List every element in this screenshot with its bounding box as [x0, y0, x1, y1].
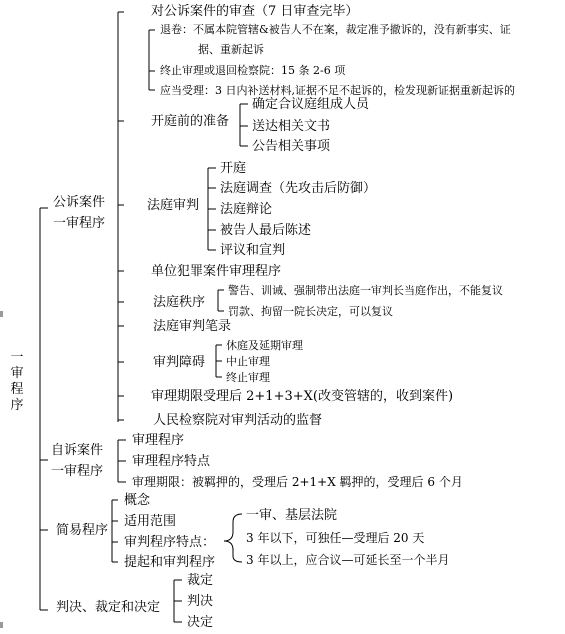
root-char: 序 — [10, 398, 24, 413]
summary-feature: 3 年以上，应合议—可延长至一个半月 — [246, 553, 450, 567]
summary-item: 适用范围 — [124, 514, 177, 529]
order-item: 罚款、拘留一院长决定，可以复议 — [228, 305, 393, 318]
summary-item-features: 审判程序特点： — [124, 535, 216, 550]
private-item: 审理程序 — [132, 433, 185, 448]
trial-item: 法庭辩论 — [220, 202, 273, 217]
private-item-period: 审理期限：被羁押的，受理后 2+1+X 羁押的，受理后 6 个月 — [132, 475, 463, 489]
public-label-1: 公诉案件 — [53, 195, 106, 210]
private-label-1: 自诉案件 — [51, 443, 104, 458]
prep-item: 公告相关事项 — [252, 139, 331, 154]
summary-item: 概念 — [124, 493, 151, 508]
trial-item: 评议和宣判 — [220, 243, 286, 258]
order-brace — [218, 290, 224, 311]
trial-label: 法庭审判 — [147, 198, 200, 213]
obstacle-brace — [216, 345, 222, 377]
trial-brace — [208, 168, 216, 250]
public-branches — [118, 12, 124, 420]
public-label-2: 一审程序 — [53, 216, 106, 231]
obstacle-label: 审判障碍 — [153, 355, 206, 370]
root-char: 审 — [10, 366, 24, 381]
supervision-label: 人民检察院对审判活动的监督 — [153, 413, 323, 428]
summary-item: 提起和审判程序 — [124, 555, 216, 570]
judgment-item: 决定 — [187, 615, 214, 630]
root-label — [10, 350, 24, 414]
obstacle-item: 休庭及延期审理 — [226, 339, 303, 352]
summary-feature: 3 年以下，可独任—受理后 20 天 — [246, 531, 425, 545]
review-brace — [149, 30, 155, 90]
root-char: 程 — [10, 382, 24, 397]
private-item: 审理程序特点 — [132, 454, 211, 469]
private-brace — [118, 440, 126, 482]
trial-item: 开庭 — [220, 161, 247, 176]
summary-label: 简易程序 — [56, 523, 109, 538]
page-edge-mark — [0, 622, 3, 628]
root-char: 一 — [10, 350, 24, 365]
page-edge-mark — [0, 311, 3, 317]
feature-brace — [224, 514, 242, 562]
obstacle-item: 终止审理 — [226, 371, 270, 384]
summary-brace — [112, 500, 118, 562]
judgment-item: 裁定 — [187, 573, 214, 588]
order-item: 警告、训诫、强制带出法庭一审判长当庭作出，不能复议 — [228, 284, 503, 297]
prep-brace — [240, 104, 248, 146]
summary-feature: 一审、基层法院 — [246, 508, 338, 523]
root-branches — [40, 208, 48, 610]
review-heading: 对公诉案件的审查（7 日审查完毕） — [151, 4, 359, 19]
prep-item: 送达相关文书 — [252, 119, 331, 134]
unit-crime-label: 单位犯罪案件审理程序 — [151, 264, 282, 279]
review-item-withdraw: 退卷：不属本院管辖&被告人不在案，裁定准予撤诉的，没有新事实、证 — [160, 23, 511, 36]
review-item-withdraw-cont: 据、重新起诉 — [198, 43, 264, 56]
trial-item: 被告人最后陈述 — [220, 223, 312, 238]
judgment-item: 判决 — [187, 594, 214, 609]
order-label: 法庭秩序 — [153, 295, 206, 310]
judgment-label: 判决、裁定和决定 — [56, 600, 161, 615]
prep-item: 确定合议庭组成人员 — [252, 97, 370, 112]
trial-item: 法庭调查（先攻击后防御） — [220, 181, 377, 196]
obstacle-item: 中止审理 — [226, 355, 270, 368]
record-label: 法庭审判笔录 — [153, 319, 232, 334]
review-item-accept: 应当受理：3 日内补送材料,证据不足不起诉的，检发现新证据重新起诉的 — [160, 84, 515, 97]
private-label-2: 一审程序 — [51, 464, 104, 479]
prep-label: 开庭前的准备 — [151, 114, 230, 129]
judgment-brace — [174, 580, 182, 622]
period-label: 审理期限受理后 2+1+3+X(改变管辖的，收到案件) — [151, 389, 454, 404]
review-item-terminate: 终止审理或退回检察院：15 条 2-6 项 — [160, 64, 346, 77]
